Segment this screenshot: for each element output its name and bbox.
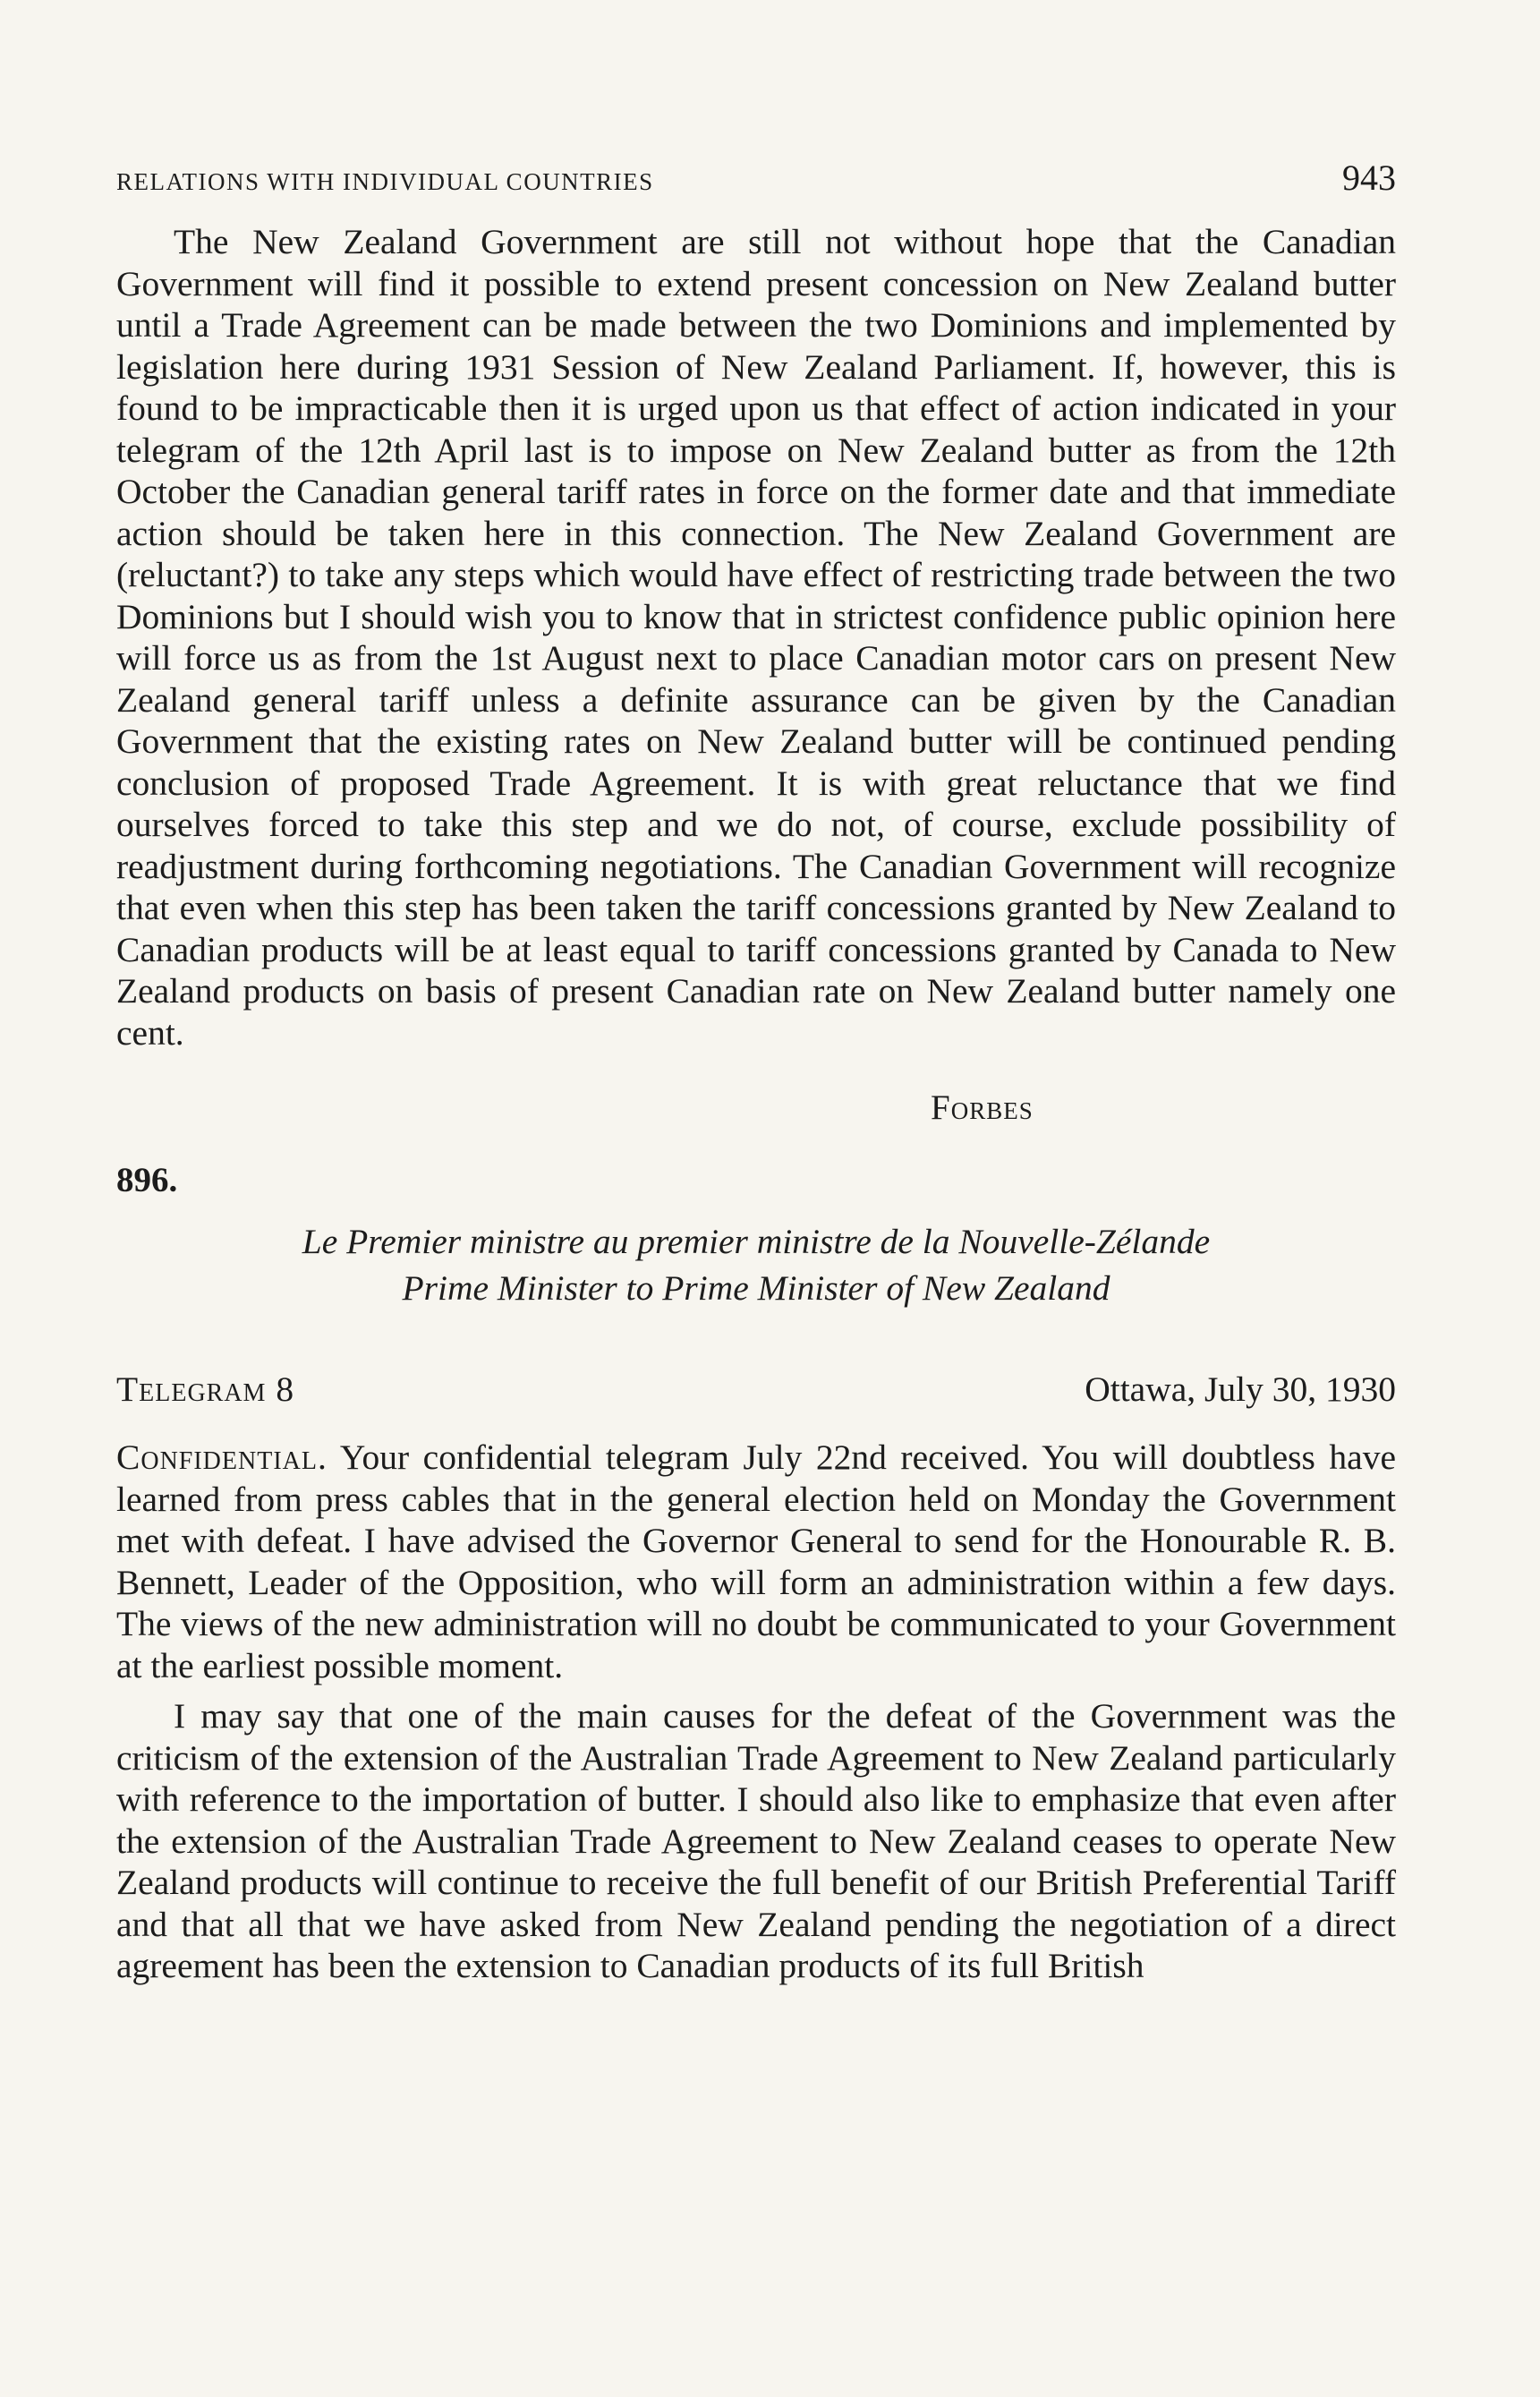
document-number: 896. [116,1161,178,1199]
telegram-paragraph-1 [116,1437,1396,1686]
document-page [116,157,1396,1987]
telegram-line [116,1369,1396,1410]
running-title: RELATIONS WITH INDIVIDUAL COUNTRIES [116,168,654,195]
heading-french: Le Premier ministre au premier ministre de la Nouvelle-Zélande [302,1222,1211,1261]
classification-label: Confidential. [116,1437,328,1477]
telegram-paragraph-1-text: Your confidential telegram July 22nd received. You will doubtless have learned from press cables that in the general election held on Monday the Government met with defeat. I have advised the Governor General to send for the Honourable R. B. Bennett, Leader of the Opposition, who will form an administration within a few days. The views of the new administration will no doubt be communicated to your Government at the earliest possible moment. [116,1437,1396,1685]
running-head [116,157,1396,210]
heading-english: Prime Minister to Prime Minister of New Zealand [402,1268,1110,1308]
signature: Forbes [931,1088,1034,1127]
telegram-paragraph-2: I may say that one of the main causes for the defeat of the Government was the criticism of the extension of the Australian Trade Agreement to New Zealand particularly with reference to the importation of butter. I should also like to emphasize that even after the extension of the Australian Trade Agreement to New Zealand ceases to operate New Zealand products will continue to receive the full benefit of our British Preferential Tariff and that all that we have asked from New Zealand pending the negotiation of a direct agreement has been the extension to Canadian products of its full British [116,1696,1396,1985]
place-date: Ottawa, July 30, 1930 [1085,1369,1396,1409]
telegram-type: Telegram 8 [116,1369,295,1409]
continued-paragraph: The New Zealand Government are still not without hope that the Canadian Government will find it possible to extend present concession on New Zealand butter until a Trade Agreement can be made between the two Dominions and implemented by legislation here during 1931 Session of New Zealand Parliament. If, however, this is found to be impracticable then it is urged upon us that effect of action indicated in your telegram of the 12th April last is to impose on New Zealand butter as from the 12th October the Canadian general tariff rates in force on the former date and that immediate action should be taken here in this connection. The New Zealand Government are (reluctant?) to take any steps which would have effect of restricting trade between the two Dominions but I should wish you to know that in strictest confidence public opinion here will force us as from the 1st August next to place Canadian motor cars on present New Zealand general tariff unless a definite assurance can be given by the Canadian Government that the existing rates on New Zealand butter will be continued pending conclusion of proposed Trade Agreement. It is with great reluctance that we find ourselves forced to take this step and we do not, of course, exclude possibility of readjustment during forthcoming negotiations. The Canadian Government will recognize that even when this step has been taken the tariff concessions granted by New Zealand to Canadian products will be at least equal to tariff concessions granted by Canada to New Zealand products on basis of present Canadian rate on New Zealand butter namely one cent. [116,222,1396,1053]
page-number: 943 [1342,158,1396,198]
